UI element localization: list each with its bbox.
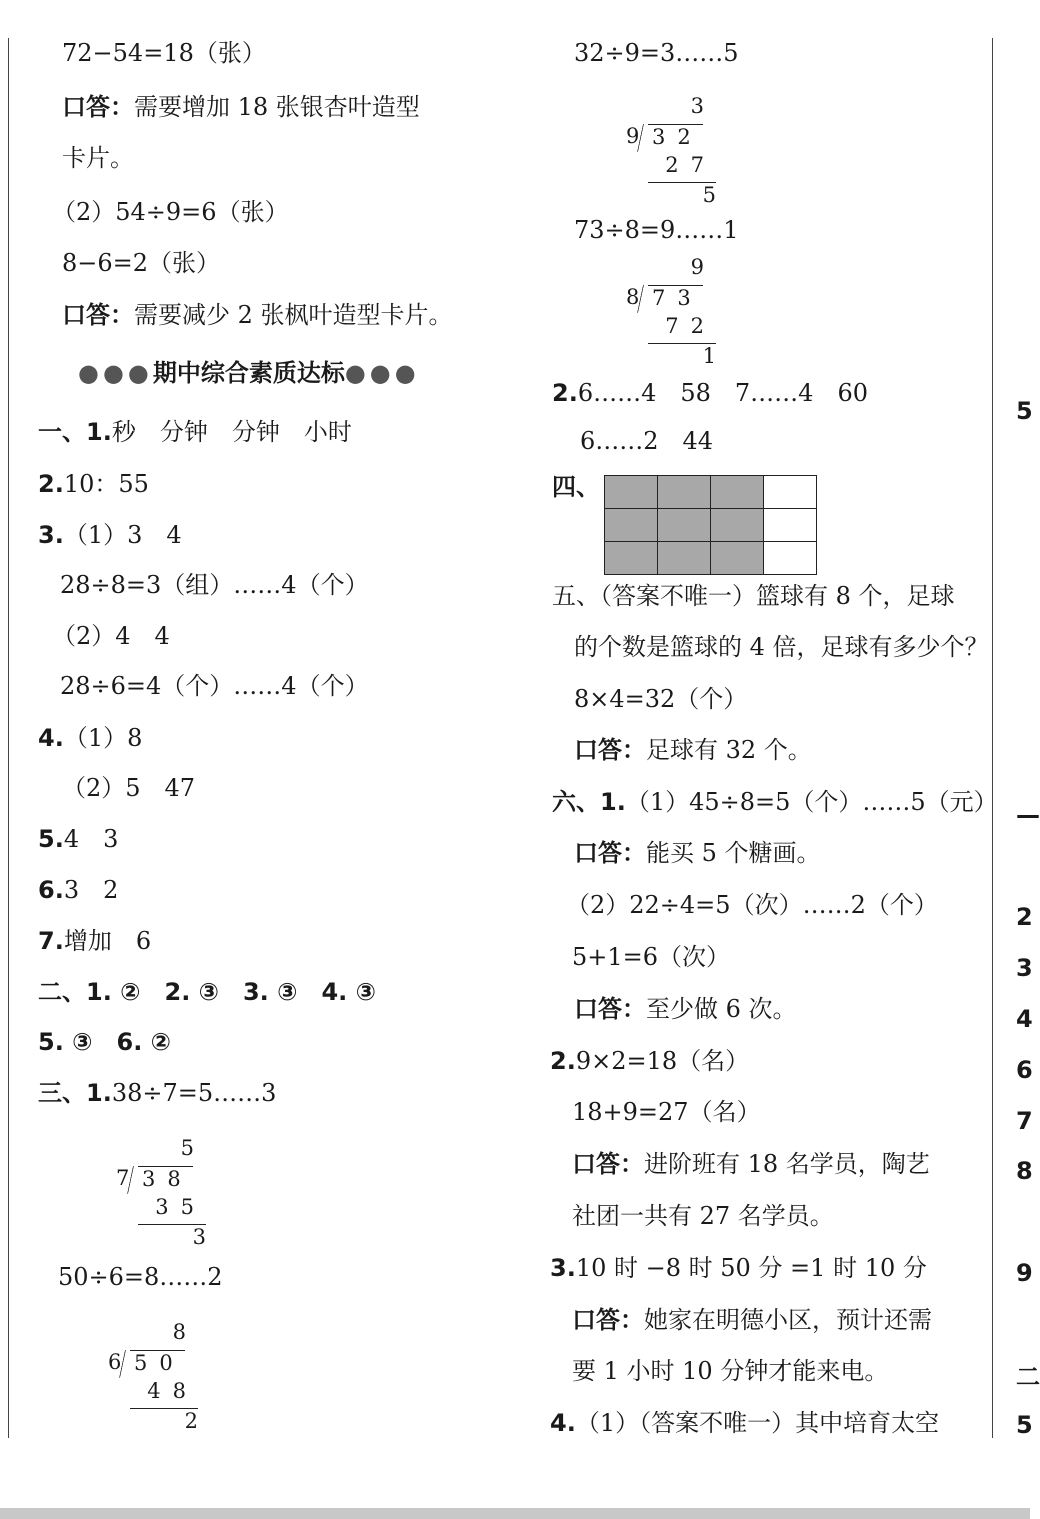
answer-line: 28÷6=4（个）……4（个） [60, 672, 369, 700]
grid-cell-shaded [711, 476, 764, 509]
answer-line: 2.9×2=18（名） [550, 1047, 750, 1075]
subtrahend: 72 [665, 314, 716, 338]
cutoff-fragment: 4 [1016, 1005, 1033, 1033]
left-margin-line [8, 38, 9, 1438]
answer-line: 73÷8=9……1 [574, 216, 739, 244]
answer-line: 口答：足球有 32 个。 [574, 736, 812, 764]
remainder: 5 [702, 183, 716, 207]
cutoff-fragment: 9 [1016, 1259, 1033, 1287]
quotient: 8 [172, 1320, 198, 1344]
answer-line: 口答：需要增加 18 张银杏叶造型 [62, 93, 420, 121]
dividend: 50 [130, 1350, 185, 1375]
quotient: 5 [180, 1136, 206, 1160]
answer-line: 要 1 小时 10 分钟才能来电。 [572, 1357, 889, 1385]
dividend: 73 [648, 285, 703, 310]
grid-cell-shaded [605, 476, 658, 509]
answer-line: 二、1. ② 2. ③ 3. ③ 4. ③ [38, 978, 376, 1006]
long-division [108, 1320, 198, 1450]
column-divider-line [992, 38, 993, 1438]
answer-line: 口答：需要减少 2 张枫叶造型卡片。 [62, 301, 453, 329]
cutoff-fragment: 3 [1016, 954, 1033, 982]
answer-line: 5+1=6（次） [572, 943, 731, 971]
answer-line: （2）5 47 [62, 774, 196, 802]
answer-line: 28÷8=3（组）……4（个） [60, 571, 369, 599]
cutoff-fragment: — [1016, 801, 1040, 829]
answer-line: （2）54÷9=6（张） [52, 198, 289, 226]
grid-cell [764, 476, 817, 509]
grid-cell-shaded [711, 542, 764, 575]
scan-bottom-bar [0, 1508, 1030, 1519]
cutoff-fragment: 7 [1016, 1107, 1033, 1135]
answer-line: 72−54=18（张） [62, 39, 266, 67]
quotient: 3 [690, 94, 716, 118]
cutoff-fragment: 6 [1016, 1056, 1033, 1084]
answer-line: 5.4 3 [38, 825, 119, 853]
long-division [626, 255, 716, 385]
answer-line: 口答：能买 5 个糖画。 [574, 839, 821, 867]
answer-line: 三、1.38÷7=5……3 [38, 1079, 277, 1107]
answer-line: 2.10：55 [38, 470, 149, 498]
answer-line: 6……2 44 [580, 427, 714, 455]
answer-line: 社团一共有 27 名学员。 [572, 1202, 834, 1230]
grid-cell-shaded [658, 509, 711, 542]
grid-cell [764, 509, 817, 542]
answer-line: 的个数是篮球的 4 倍，足球有多少个？ [574, 633, 989, 661]
answer-line: 六、1.（1）45÷8=5（个）……5（元） [552, 788, 998, 816]
answer-line: 32÷9=3……5 [574, 39, 739, 67]
answer-line: 8−6=2（张） [62, 249, 221, 277]
cutoff-fragment: 2 [1016, 903, 1033, 931]
answer-line: 5. ③ 6. ② [38, 1028, 171, 1056]
shaded-grid [604, 475, 817, 575]
answer-line: 4.（1）（答案不唯一）其中培育太空 [550, 1409, 940, 1437]
grid-cell [764, 542, 817, 575]
answer-line: 2.6……4 58 7……4 60 [552, 379, 868, 407]
divisor: 8 [626, 285, 640, 309]
answer-line: 口答：她家在明德小区，预计还需 [572, 1306, 932, 1334]
answer-line: 口答：进阶班有 18 名学员，陶艺 [572, 1150, 930, 1178]
subtrahend: 35 [155, 1195, 206, 1219]
answer-line: 口答：至少做 6 次。 [574, 995, 797, 1023]
answer-line: 3.10 时 −8 时 50 分 =1 时 10 分 [550, 1254, 927, 1282]
answer-line: 四、 [552, 473, 600, 501]
grid-cell-shaded [605, 542, 658, 575]
answer-line: 50÷6=8……2 [58, 1263, 223, 1291]
answer-line: （2）22÷4=5（次）……2（个） [566, 891, 938, 919]
answer-line: 8×4=32（个） [574, 685, 748, 713]
subtrahend: 48 [147, 1379, 198, 1403]
quotient: 9 [690, 255, 716, 279]
grid-cell-shaded [658, 542, 711, 575]
divisor: 9 [626, 124, 640, 148]
cutoff-fragment: 5 [1016, 397, 1033, 425]
answer-line: 7.增加 6 [38, 927, 152, 955]
answer-line: 6.3 2 [38, 876, 119, 904]
answer-line: 一、1.秒 分钟 分钟 小时 [38, 418, 352, 446]
remainder: 1 [702, 344, 716, 368]
cutoff-fragment: 8 [1016, 1157, 1033, 1185]
answer-line: 18+9=27（名） [572, 1098, 761, 1126]
cutoff-fragment: 5 [1016, 1411, 1033, 1439]
grid-cell-shaded [605, 509, 658, 542]
divisor: 7 [116, 1166, 130, 1190]
dividend: 38 [138, 1166, 193, 1191]
section-heading: ●●●期中综合素质达标●●● [78, 359, 420, 387]
subtrahend: 27 [665, 153, 716, 177]
answer-line: 4.（1）8 [38, 724, 143, 752]
long-division [116, 1136, 206, 1266]
dividend: 32 [648, 124, 703, 149]
long-division [626, 94, 716, 224]
answer-line: 五、（答案不唯一）篮球有 8 个，足球 [552, 582, 955, 610]
answer-line: 卡片。 [62, 144, 134, 172]
remainder: 3 [192, 1225, 206, 1249]
divisor: 6 [108, 1350, 122, 1374]
answer-line: （2）4 4 [52, 622, 170, 650]
remainder: 2 [184, 1409, 198, 1433]
answer-line: 3.（1）3 4 [38, 521, 182, 549]
cutoff-fragment: 二 [1016, 1363, 1040, 1391]
grid-cell-shaded [711, 509, 764, 542]
grid-cell-shaded [658, 476, 711, 509]
